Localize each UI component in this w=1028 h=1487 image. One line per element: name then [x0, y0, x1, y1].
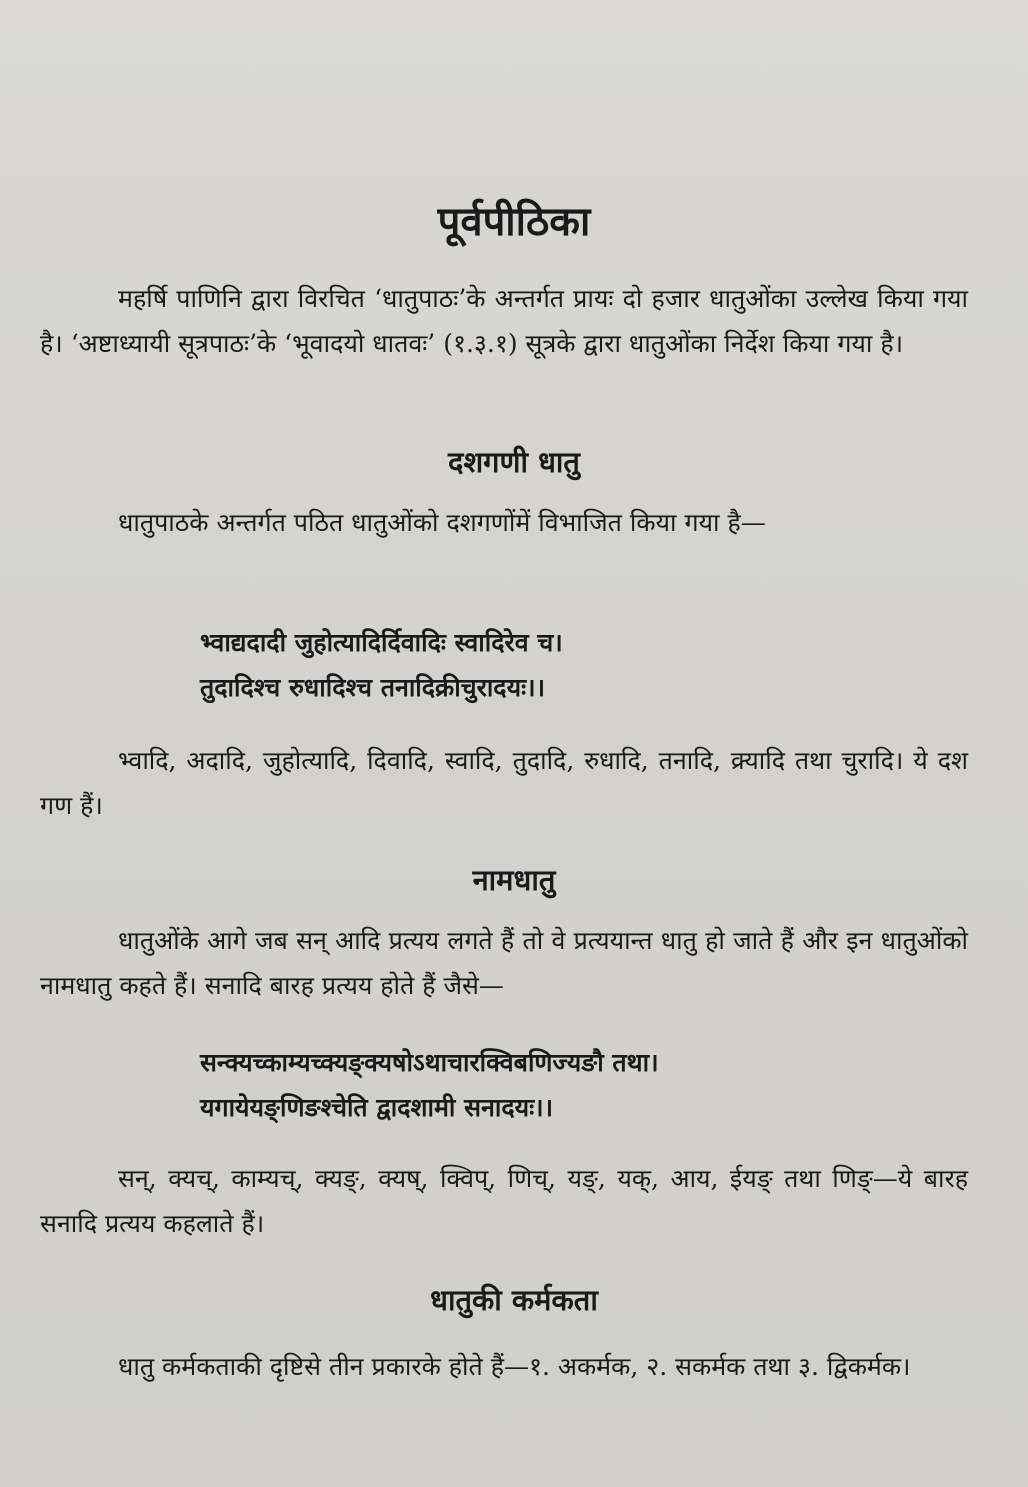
dashagani-verse	[200, 620, 960, 710]
namadhatu-paragraph: धातुओंके आगे जब सन् आदि प्रत्यय लगते हैं तो वे प्रत्ययान्त धातु हो जाते हैं और इन धातुओंको नामधातु कहते हैं। सनादि बारह प्रत्यय होते हैं जैसे—	[40, 926, 968, 1000]
section-heading-karmakata: धातुकी कर्मकता	[430, 1283, 598, 1317]
karmakata-paragraph-block	[40, 1344, 968, 1389]
verse-line: यगायेयङ्णिङश्चेति द्वादशामी सनादयः।।	[200, 1093, 554, 1122]
intro-paragraph: महर्षि पाणिनि द्वारा विरचित ‘धातुपाठः’के अन्तर्गत प्रायः दो हजार धातुओंका उल्लेख किया गया है। ‘अष्टाध्यायी सूत्रपाठः’के ‘भूवादयो धातवः’ (१.३.१) सूत्रके द्वारा धातुओंका निर्देश किया गया है।	[40, 284, 968, 358]
section-heading-dashagani: दशगणी धातु	[448, 445, 580, 479]
dashagani-paragraph: धातुपाठके अन्तर्गत पठित धातुओंको दशगणोंमें विभाजित किया गया है—	[118, 508, 766, 537]
gana-list-block	[40, 738, 968, 828]
gana-list-paragraph: भ्वादि, अदादि, जुहोत्यादि, दिवादि, स्वादि, तुदादि, रुधादि, तनादि, क्र्यादि तथा चुरादि। ये दश गण हैं।	[40, 746, 968, 820]
dashagani-paragraph-block	[40, 500, 968, 545]
pratyaya-list-block	[40, 1156, 968, 1246]
page-title: पूर्वपीठिका	[437, 198, 591, 245]
karmakata-paragraph: धातु कर्मकताकी दृष्टिसे तीन प्रकारके होते हैं—१. अकर्मक, २. सकर्मक तथा ३. द्विकर्मक।	[118, 1352, 911, 1381]
intro-paragraph-block	[40, 276, 968, 366]
sanadi-verse	[200, 1040, 960, 1130]
namadhatu-paragraph-block	[40, 918, 968, 1008]
verse-line: तुदादिश्च रुधादिश्च तनादिक्रीचुरादयः।।	[200, 673, 546, 702]
verse-line: सन्क्यच्काम्यच्क्यङ्क्यषोऽथाचारक्विबणिज्यङौ तथा।	[200, 1048, 659, 1077]
verse-line: भ्वाद्यदादी जुहोत्यादिर्दिवादिः स्वादिरेव च।	[200, 628, 563, 657]
pratyaya-list-paragraph: सन्, क्यच्, काम्यच्, क्यङ्, क्यष्, क्विप्, णिच्, यङ्, यक्, आय, ईयङ् तथा णिङ्—ये बारह सनादि प्रत्यय कहलाते हैं।	[40, 1164, 968, 1238]
section-heading-namadhatu: नामधातु	[472, 863, 556, 897]
